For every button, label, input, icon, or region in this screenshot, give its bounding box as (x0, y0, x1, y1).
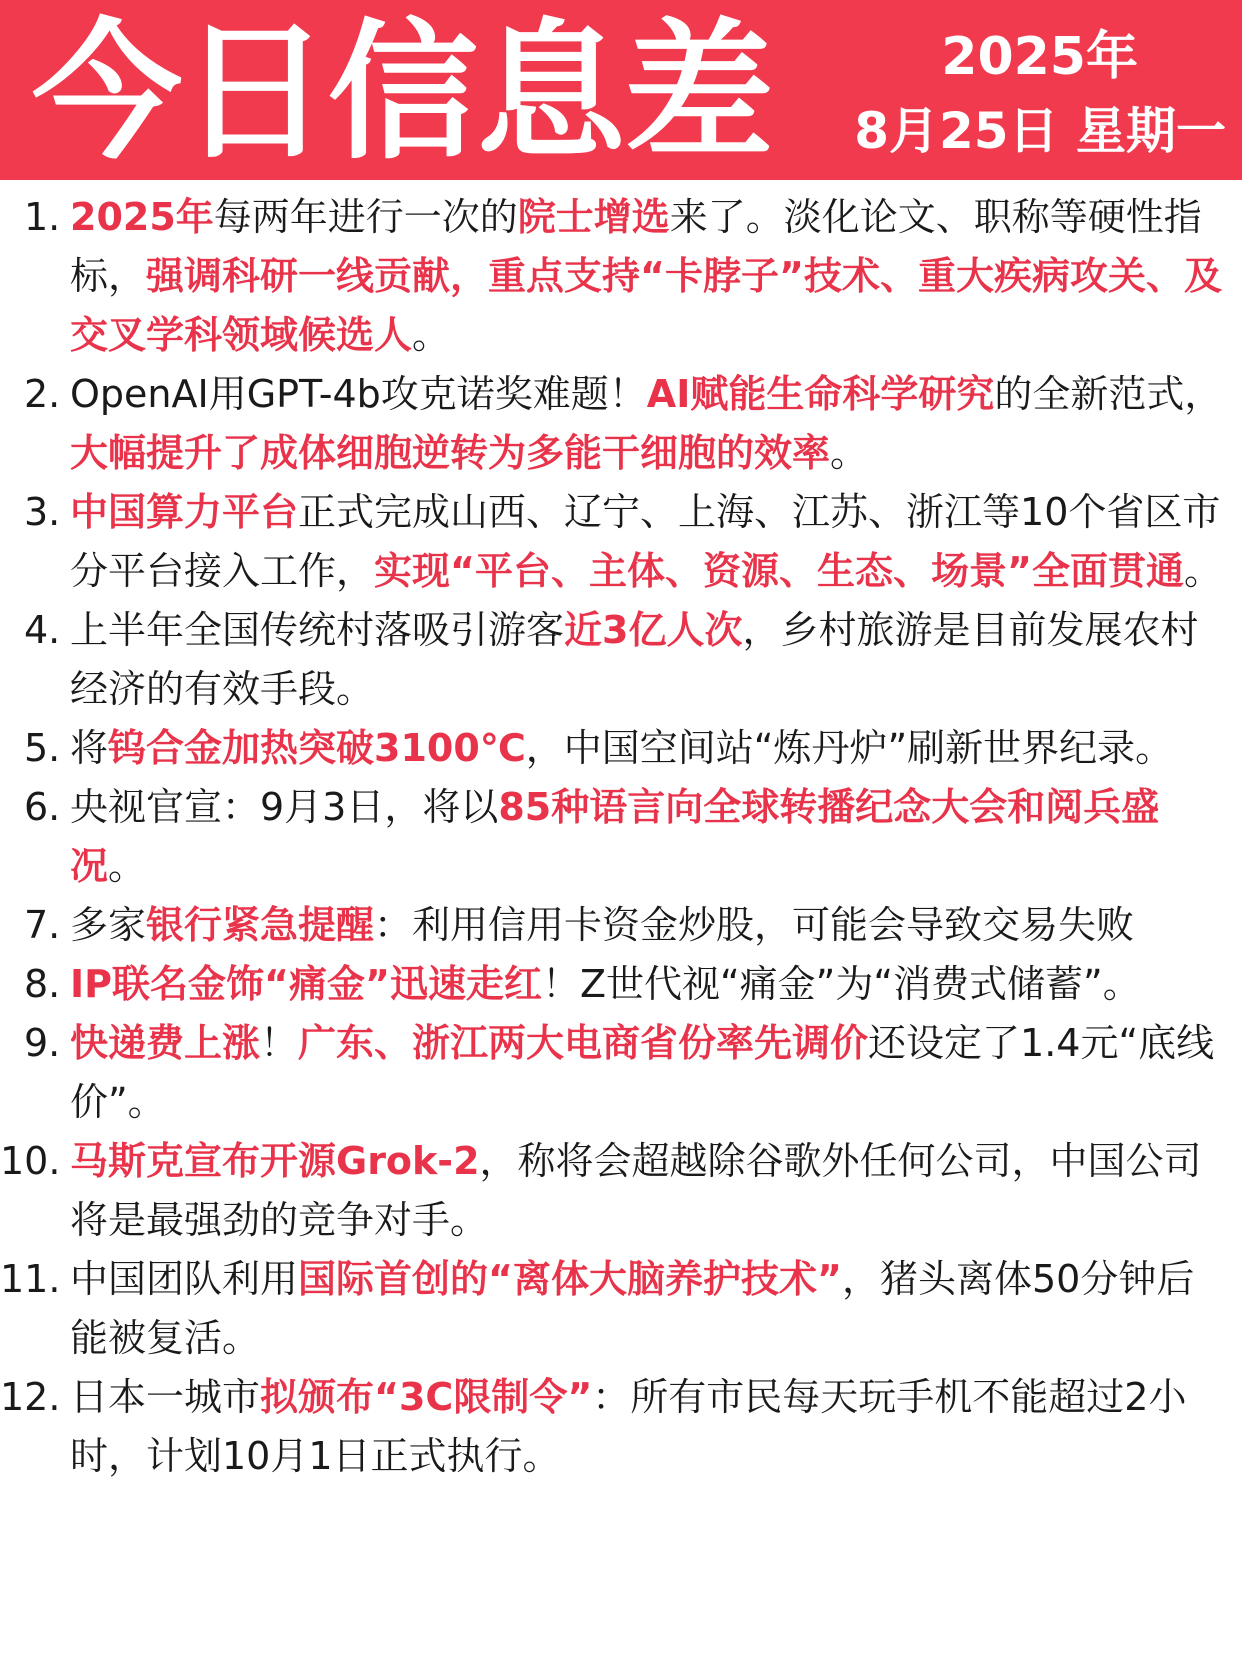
news-item (0, 1132, 1242, 1250)
highlight-text: 近3亿人次 (564, 608, 743, 652)
news-list (0, 188, 1242, 1486)
item-number: 9. (24, 1021, 61, 1065)
highlight-text: 钨合金加热突破3100℃ (108, 726, 526, 770)
news-item (0, 601, 1242, 719)
item-number: 1. (24, 195, 61, 239)
body-text: ！Z世代视“痛金”为“消费式储蓄”。 (541, 962, 1141, 1006)
item-text (70, 372, 1222, 475)
item-number: 7. (24, 903, 61, 947)
body-text: 将 (70, 726, 109, 770)
body-text: 。 (412, 313, 451, 357)
highlight-text: 国际首创的“离体大脑养护技术” (298, 1257, 842, 1301)
body-text: ，猪头离体50分钟后能被复活。 (70, 1257, 1195, 1360)
body-text: 每两年进行一次的 (213, 195, 518, 239)
item-text (70, 1139, 1202, 1242)
highlight-text: 拟颁布“3C限制令” (260, 1375, 593, 1419)
body-text: ：利用信用卡资金炒股，可能会导致交易失败 (374, 903, 1135, 947)
highlight-text: 大幅提升了成体细胞逆转为多能干细胞的效率 (70, 431, 831, 475)
item-number: 8. (24, 962, 61, 1006)
item-text (70, 785, 1159, 888)
item-text (70, 1375, 1186, 1478)
body-text: 。 (830, 431, 869, 475)
highlight-text: 中国算力平台 (70, 490, 299, 534)
item-number: 10. (0, 1139, 61, 1183)
highlight-text: 2025年 (70, 195, 214, 239)
highlight-text: 银行紧急提醒 (146, 903, 375, 947)
body-text: 上半年全国传统村落吸引游客 (70, 608, 565, 652)
highlight-text: 85种语言向全球转播纪念大会和阅兵盛况 (70, 785, 1160, 888)
item-text (70, 195, 1222, 357)
body-text: 中国团队利用 (70, 1257, 299, 1301)
item-number: 2. (24, 372, 61, 416)
highlight-text: IP联名金饰“痛金”迅速走红 (70, 962, 542, 1006)
news-item (0, 778, 1242, 896)
highlight-text: AI赋能生命科学研究 (646, 372, 995, 416)
highlight-text: 马斯克宣布开源Grok-2 (70, 1139, 480, 1183)
item-text (70, 962, 1141, 1006)
body-text: 日本一城市 (70, 1375, 261, 1419)
highlight-text: 实现“平台、主体、资源、生态、场景”全面贯通 (374, 549, 1184, 593)
body-text: 。 (108, 844, 147, 888)
item-text (70, 726, 1173, 770)
item-number: 5. (24, 726, 61, 770)
item-number: 12. (0, 1375, 61, 1419)
item-number: 11. (0, 1257, 61, 1301)
body-text: 的全新范式， (994, 372, 1223, 416)
item-number: 6. (24, 785, 61, 829)
body-text: OpenAI用GPT-4b攻克诺奖难题！ (70, 372, 647, 416)
news-item (0, 483, 1242, 601)
item-text (70, 490, 1222, 593)
news-item (0, 1014, 1242, 1132)
body-text: 。 (1183, 549, 1222, 593)
item-text (70, 1021, 1214, 1124)
body-text: ，中国空间站“炼丹炉”刷新世界纪录。 (525, 726, 1174, 770)
news-item (0, 955, 1242, 1014)
news-item (0, 1250, 1242, 1368)
highlight-text: 强调科研一线贡献，重点支持“卡脖子”技术、重大疾病攻关、及交叉学科领域候选人 (70, 254, 1222, 357)
body-text: ，乡村旅游是目前发展农村经济的有效手段。 (70, 608, 1199, 711)
item-text (70, 1257, 1194, 1360)
news-item (0, 188, 1242, 365)
header-banner (0, 0, 1242, 180)
page-title: 今日信息差 (32, 6, 773, 180)
news-item (0, 719, 1242, 778)
highlight-text: 快递费上涨 (70, 1021, 261, 1065)
body-text: 还设定了1.4元“底线价”。 (70, 1021, 1215, 1124)
body-text: ：所有市民每天玩手机不能超过2小时，计划10月1日正式执行。 (70, 1375, 1187, 1478)
news-item (0, 365, 1242, 483)
body-text: 来了。淡化论文、职称等硬性指标， (70, 195, 1202, 298)
body-text: ！ (260, 1021, 299, 1065)
body-text: ，称将会超越除谷歌外任何公司，中国公司将是最强劲的竞争对手。 (70, 1139, 1202, 1242)
item-number: 4. (24, 608, 61, 652)
body-text: 央视官宣：9月3日，将以 (70, 785, 499, 829)
body-text: 正式完成山西、辽宁、上海、江苏、浙江等10个省区市分平台接入工作， (70, 490, 1221, 593)
news-item (0, 896, 1242, 955)
news-item (0, 1368, 1242, 1486)
item-text (70, 608, 1198, 711)
highlight-text: 院士增选 (517, 195, 670, 239)
body-text: 多家 (70, 903, 147, 947)
header-year: 2025年 (941, 27, 1138, 87)
header-date: 8月25日 星期一 (854, 102, 1226, 160)
highlight-text: 广东、浙江两大电商省份率先调价 (298, 1021, 869, 1065)
item-number: 3. (24, 490, 61, 534)
item-text (70, 903, 1134, 947)
